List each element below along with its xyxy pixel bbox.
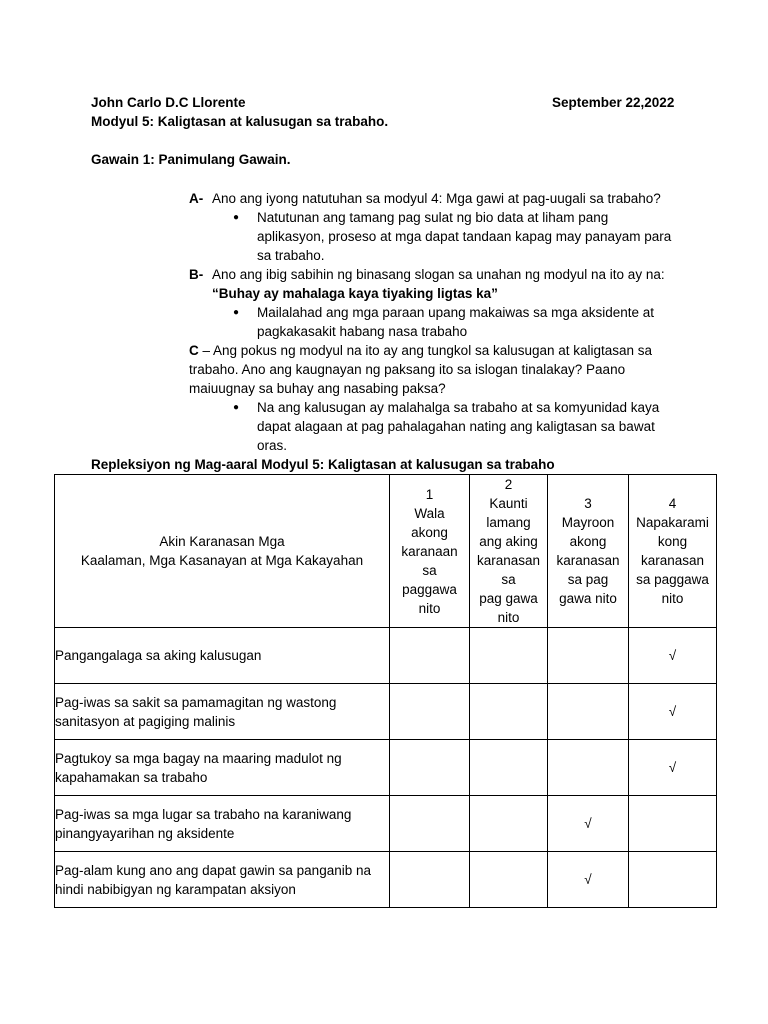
rating-column-header-3 [548, 475, 629, 628]
skill-cell [55, 796, 390, 852]
skill-text-line: kapahamakan sa trabaho [55, 769, 208, 785]
rating-label-line: Kaunti [489, 496, 528, 511]
rating-cell-1 [390, 628, 470, 684]
rating-label-line: Napakarami [636, 515, 709, 530]
skill-text-line: Pagtukoy sa mga bagay na maaring madulot ng [55, 750, 342, 766]
section-c-answer-line: oras. [257, 438, 288, 453]
reflection-title: Repleksiyon ng Mag-aaral Modyul 5: Kaligtasan at kalusugan sa trabaho [91, 457, 555, 472]
rating-label-line: nito [418, 600, 441, 616]
rating-label-line: paggawa [402, 581, 457, 597]
rating-label-line: akong [569, 534, 607, 549]
skill-text-line: Pag-iwas sa sakit sa pamamagitan ng wastong [55, 694, 337, 710]
rating-cell-3 [548, 740, 629, 796]
check-mark-icon: √ [668, 648, 677, 663]
section-c-marker: C [189, 343, 199, 358]
rating-label-line: karanaan [401, 543, 458, 559]
section-c-question-line: trabaho. Ano ang kaugnayan ng paksang ito sa islogan tinalakay? Paano [189, 362, 626, 377]
rating-cell-1 [390, 684, 470, 740]
skill-cell [55, 628, 390, 684]
section-c-answer-line: Na ang kalusugan ay malahalga sa trabaho at sa komyunidad kaya [257, 400, 660, 415]
rating-label-line: karanasan [640, 553, 705, 568]
section-b-answer-line: Mailalahad ang mga paraan upang makaiwas sa mga aksidente at [257, 305, 654, 320]
document-date: September 22,2022 [552, 95, 675, 110]
table-row [55, 684, 717, 740]
section-b-answer-line: pagkakasakit habang nasa trabaho [257, 324, 468, 339]
skill-text-line: hindi nabibigyan ng karampatan aksiyon [55, 881, 296, 897]
rating-label-line: sa [422, 562, 437, 578]
section-c-answer-line: dapat alagaan at pag pahalagahan nating ang kaligtasan sa bawat [257, 419, 655, 434]
rating-cell-1 [390, 852, 470, 908]
rating-label-line: pag gawa [479, 591, 538, 606]
rating-cell-4 [629, 796, 717, 852]
rating-label-line: Mayroon [561, 515, 615, 530]
rating-label-line: gawa nito [559, 591, 617, 606]
rating-cell-3 [548, 684, 629, 740]
rating-cell-1 [390, 796, 470, 852]
rating-number: 3 [584, 496, 592, 511]
activity-title: Gawain 1: Panimulang Gawain. [91, 152, 291, 167]
header-left-cell [55, 475, 390, 628]
rating-label-line: sa pag [567, 572, 609, 587]
rating-label-line: akong [411, 524, 448, 540]
rating-label-line: sa paggawa [636, 572, 709, 587]
bullet-icon: ● [233, 402, 240, 413]
skill-text-line: Pag-iwas sa mga lugar sa trabaho na karaniwang [55, 806, 352, 822]
rating-label-line: kong [657, 534, 688, 549]
rating-label-line: Wala [414, 505, 445, 521]
section-a-answer-line: aplikasyon, proseso at mga dapat tandaan kapag may panayam para [257, 229, 672, 244]
rating-label-line: karanasan [556, 553, 620, 568]
section-b-marker: B- [189, 267, 204, 282]
section-a-marker: A- [189, 191, 204, 206]
rating-cell-4 [629, 740, 717, 796]
section-c-question-line: maiuugnay sa buhay ang nasabing paksa? [189, 381, 446, 396]
check-mark-icon: √ [668, 704, 677, 719]
rating-cell-2 [470, 852, 548, 908]
rating-column-header-4 [629, 475, 717, 628]
skill-text-line: pinangyayarihan ng aksidente [55, 825, 235, 841]
section-c-question-first-line [189, 341, 652, 360]
rating-cell-2 [470, 740, 548, 796]
rating-label-line: sa [501, 572, 516, 587]
rating-cell-4 [629, 628, 717, 684]
section-a-question: Ano ang iyong natutuhan sa modyul 4: Mga gawi at pag-uugali sa trabaho? [212, 191, 661, 206]
check-mark-icon: √ [668, 760, 677, 775]
rating-column-header-2 [470, 475, 548, 628]
rating-cell-1 [390, 740, 470, 796]
rating-column-header-1 [390, 475, 470, 628]
rating-cell-3 [548, 628, 629, 684]
section-b-slogan: “Buhay ay mahalaga kaya tiyaking ligtas ka” [212, 286, 498, 301]
skill-cell [55, 740, 390, 796]
header-left-line: Akin Karanasan Mga [159, 534, 285, 549]
rating-cell-2 [470, 796, 548, 852]
table-row [55, 796, 717, 852]
rating-label-line: ang aking [479, 534, 538, 549]
rating-cell-2 [470, 628, 548, 684]
rating-cell-4 [629, 852, 717, 908]
rating-cell-3 [548, 852, 629, 908]
rating-label-line: nito [661, 591, 684, 606]
check-mark-icon: √ [584, 816, 592, 831]
rating-cell-2 [470, 684, 548, 740]
rating-label-line: lamang [486, 515, 531, 530]
module-title: Modyul 5: Kaligtasan at kalusugan sa trabaho. [91, 114, 389, 129]
table-row [55, 628, 717, 684]
section-b-question: Ano ang ibig sabihin ng binasang slogan sa unahan ng modyul na ito ay na: [212, 267, 665, 282]
reflection-table [54, 474, 717, 908]
skill-cell [55, 852, 390, 908]
table-row [55, 740, 717, 796]
rating-cell-3 [548, 796, 629, 852]
rating-cell-4 [629, 684, 717, 740]
section-a-answer-line: sa trabaho. [257, 248, 325, 263]
rating-number: 1 [425, 486, 434, 502]
table-row [55, 852, 717, 908]
skill-text-line: sanitasyon at pagiging malinis [55, 713, 236, 729]
rating-number: 4 [668, 496, 677, 511]
section-a-answer-line: Natutunan ang tamang pag sulat ng bio data at liham pang [257, 210, 609, 225]
bullet-icon: ● [233, 307, 240, 318]
rating-label-line: karanasan [476, 553, 541, 568]
student-name: John Carlo D.C Llorente [91, 95, 246, 110]
bullet-icon: ● [233, 212, 240, 223]
check-mark-icon: √ [584, 872, 592, 887]
rating-number: 2 [504, 477, 513, 492]
skill-text-line: Pag-alam kung ano ang dapat gawin sa panganib na [55, 862, 371, 878]
skill-cell [55, 684, 390, 740]
section-c-question-line: – Ang pokus ng modyul na ito ay ang tungkol sa kalusugan at kaligtasan sa [198, 343, 653, 358]
skill-text-line: Pangangalaga sa aking kalusugan [55, 648, 262, 663]
rating-label-line: nito [497, 610, 520, 625]
header-left-line: Kaalaman, Mga Kasanayan at Mga Kakayahan [80, 553, 364, 568]
table-header-row [55, 475, 717, 628]
